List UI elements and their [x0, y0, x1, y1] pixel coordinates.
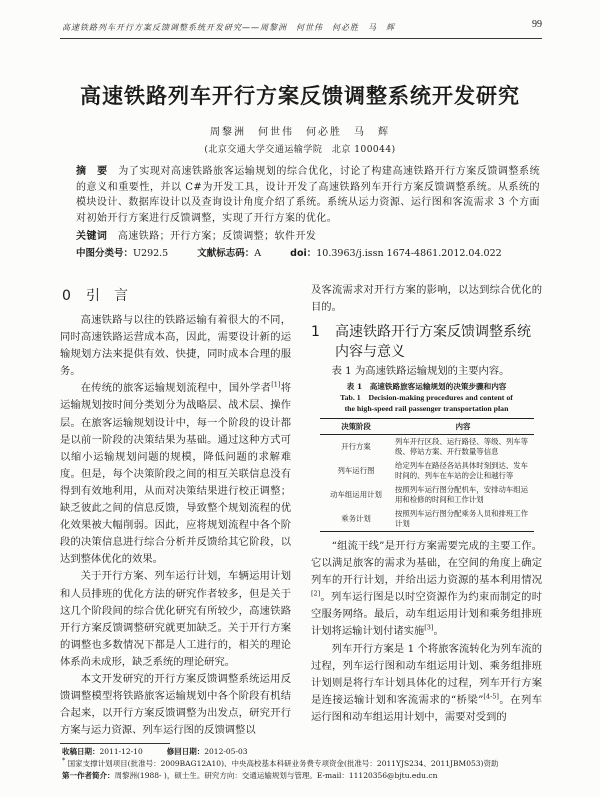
paragraph-text: 将运输规划按时间分类划分为战略层、战术层、操作层。在旅客运输规划设计中，每一个阶段的设计都是以前一阶段的决策结果为基础。通过这种方式可以缩小运输规划问题的规模，降低问题的求解难度。但是，每个决策阶段之间的相互关联信息没有得到有效地利用，从而对决策结果进行校正调整；缺乏彼此之间的信息反馈，导致整个规划流程的优化效果被大幅削弱。因此，应将规划流程中各个阶段的决策信息进行综合分析并反馈给其它阶段，以达到整体优化的效果。: [60, 382, 292, 566]
footnotes: [62, 746, 542, 782]
doi-value: 10.3963/j.issn 1674-4861.2012.04.022: [316, 248, 502, 259]
paragraph: [311, 538, 542, 641]
table-row: [320, 459, 534, 483]
table-header: 内容: [392, 419, 534, 435]
footnote-author: [62, 770, 542, 782]
abstract-text: 为了实现对高速铁路旅客运输规划的综合优化，讨论了构建高速铁路开行方案反馈调整系统的意义和重要性，并以 C#为开发工具，设计开发了高速铁路列车开行方案反馈调整系统。从系统的模块设计、数据库设计以及查询设计角度介绍了系统。系统从运力资源、运行图和客流需求 3 个方面对初始开行方案进行反馈调整，实现了开行方案的优化。: [76, 166, 541, 224]
doi-label: doi：: [290, 248, 317, 259]
footnote-divider: [60, 743, 170, 744]
citation: [3]: [424, 624, 434, 633]
table-cell-stage: 动车组运用计划: [330, 490, 382, 499]
table-cell-content: 列车开行区段、运行路径、等级、列车等级、停站方案、开行数量等信息: [395, 437, 529, 456]
table-cell-content: 按照列车运行图分配乘务人员和排班工作计划: [392, 507, 534, 532]
doc-code-value: A: [254, 248, 262, 259]
section-1-heading: [311, 322, 542, 362]
table-caption: [311, 381, 542, 414]
section-1-intro: [311, 363, 542, 380]
keywords-text: 高速铁路；开行方案；反馈调整；软件开发: [117, 231, 317, 242]
citation: [2]: [311, 589, 321, 598]
funding-text: 国家支撑计划项目(批准号：2009BAG12A10)、中央高校基本科研业务费专项资金(批准号：2011YJS234、2011JBM053)资助: [67, 759, 499, 768]
paragraph-text: 在传统的旅客运输规划流程中，国外学者: [80, 382, 272, 395]
doc-code-label: 文献标志码：: [197, 248, 255, 259]
table-cell-stage: 开行方案: [341, 442, 371, 451]
right-column-carry-over: [311, 282, 542, 316]
section-0-heading: [62, 287, 128, 305]
paragraph-text: 。列车运行图是以时空资源作为约束而制定的时空服务网络。最后，动车组运用计划和乘务组排班计划将运输计划付诸实施: [311, 591, 542, 638]
running-header-authors: ——周黎洲 何世伟 何必胜 马 辉: [242, 23, 395, 32]
paragraph-text: 。在列车运行图和动车组运用计划中，需要对受到的: [311, 693, 542, 723]
page-number: 99: [532, 19, 542, 30]
table-row: [320, 435, 534, 460]
author-label: 第一作者简介：: [62, 771, 115, 780]
paragraph: 及客流需求对开行方案的影响，以达到综合优化的目的。: [311, 284, 542, 314]
table-caption-cn: 表 1 高速铁路旅客运输规划的决策步骤和内容: [346, 382, 507, 391]
classification-line: [76, 246, 546, 261]
table-cell-content: 给定列车在路径各站具体时刻到达、发车时间的、列车在车站的会让和越行等: [395, 461, 529, 480]
left-column: [60, 312, 291, 739]
table-cell-content: 按照列车运行图分配机车，安排动车组运用和检修的时间和工作计划: [395, 485, 529, 504]
paragraph: 表 1 为高速铁路运输规划的主要内容。: [331, 365, 510, 377]
paragraph-text: “组流干线”是开行方案需要完成的主要工作。它以满足旅客的需求为基础，在空间的角度上确定列车的开行计划，并给出运力资源的基本利用情况: [311, 540, 542, 587]
table-cell-stage: 乘务计划: [320, 507, 392, 532]
paragraph: [60, 380, 291, 568]
running-header-title: 高速铁路列车开行方案反馈调整系统开发研究: [62, 23, 242, 32]
section-1-title: 高速铁路开行方案反馈调整系统内容与意义: [335, 324, 531, 360]
table-header-row: [320, 419, 534, 435]
article-affiliation: (北京交通大学交通运输学院 北京 100044): [204, 145, 396, 155]
footnote-dates: [62, 746, 542, 758]
paragraph: 本文开发研究的开行方案反馈调整系统运用反馈调整模型将铁路旅客运输规划中各个阶段有机结合起来，以开行方案反馈调整为出发点，研究开行方案与运力资源、列车运行图的反馈调整以: [60, 672, 291, 737]
paragraph: [311, 641, 542, 726]
table-row: [320, 507, 534, 532]
clc-value: U292.5: [133, 248, 169, 259]
right-column-body: [311, 538, 542, 726]
section-0-number: 0: [62, 288, 71, 304]
section-1-number: 1: [311, 324, 320, 340]
paragraph-text: 列车开行方案是 1 个将旅客流转化为列车流的过程，列车运行图和动车组运用计划、乘务组排班计划则是将行车计划具体化的过程，列车开行方案是连接运输计划和客流需求的“桥梁”: [311, 642, 542, 706]
clc-label: 中图分类号：: [76, 248, 134, 259]
table-header: 决策阶段: [320, 419, 392, 435]
paragraph-text: 。: [433, 625, 444, 638]
table-caption-en-2: the high-speed rail passenger transportation plan: [344, 404, 509, 413]
table-row: [320, 483, 534, 507]
received-date: 2011-12-10: [99, 747, 143, 756]
revised-date: 2012-05-03: [204, 747, 248, 756]
decision-table: [320, 418, 534, 532]
running-header: [62, 22, 395, 33]
abstract: [76, 164, 540, 226]
keywords-label: 关键词: [76, 231, 108, 242]
paragraph: 高速铁路与以往的铁路运输有着很大的不同，同时高速铁路运营成本高，因此，需要设计新的运输规划方法来提供有效、快捷，同时成本合理的服务。: [60, 314, 291, 378]
article-title: 高速铁路列车开行方案反馈调整系统开发研究: [80, 83, 520, 108]
header-rule: [60, 38, 542, 39]
article-authors: 周黎洲 何世伟 何必胜 马 辉: [210, 127, 390, 138]
footnote-funding: [62, 758, 542, 770]
funding-mark: *: [62, 756, 66, 765]
citation: [1]: [271, 380, 281, 389]
received-label: 收稿日期：: [62, 747, 100, 756]
author-text: 周黎洲(1988- )，硕士生。研究方向：交通运输规划与管理。E-mail：11120356@bjtu.edu.cn: [114, 771, 438, 780]
abstract-label: 摘 要: [76, 166, 108, 177]
keywords: [76, 229, 540, 244]
table-caption-en-1: Tab. 1 Decision-making procedures and content of: [340, 393, 513, 402]
citation: [4-5]: [483, 692, 499, 701]
section-0-title: 引 言: [86, 288, 128, 304]
table-cell-stage: 列车运行图: [337, 466, 375, 475]
paragraph: 关于开行方案、列车运行计划，车辆运用计划和人员排班的优化方法的研究作者较多，但是关于这几个阶段间的综合优化研究有所较少，高速铁路开行方案反馈调整研究就更加缺乏。关于开行方案的调整也多数情况下都是人工进行的，相关的理论体系尚未成形，缺乏系统的理论研究。: [60, 570, 291, 668]
revised-label: 修回日期：: [166, 747, 205, 756]
